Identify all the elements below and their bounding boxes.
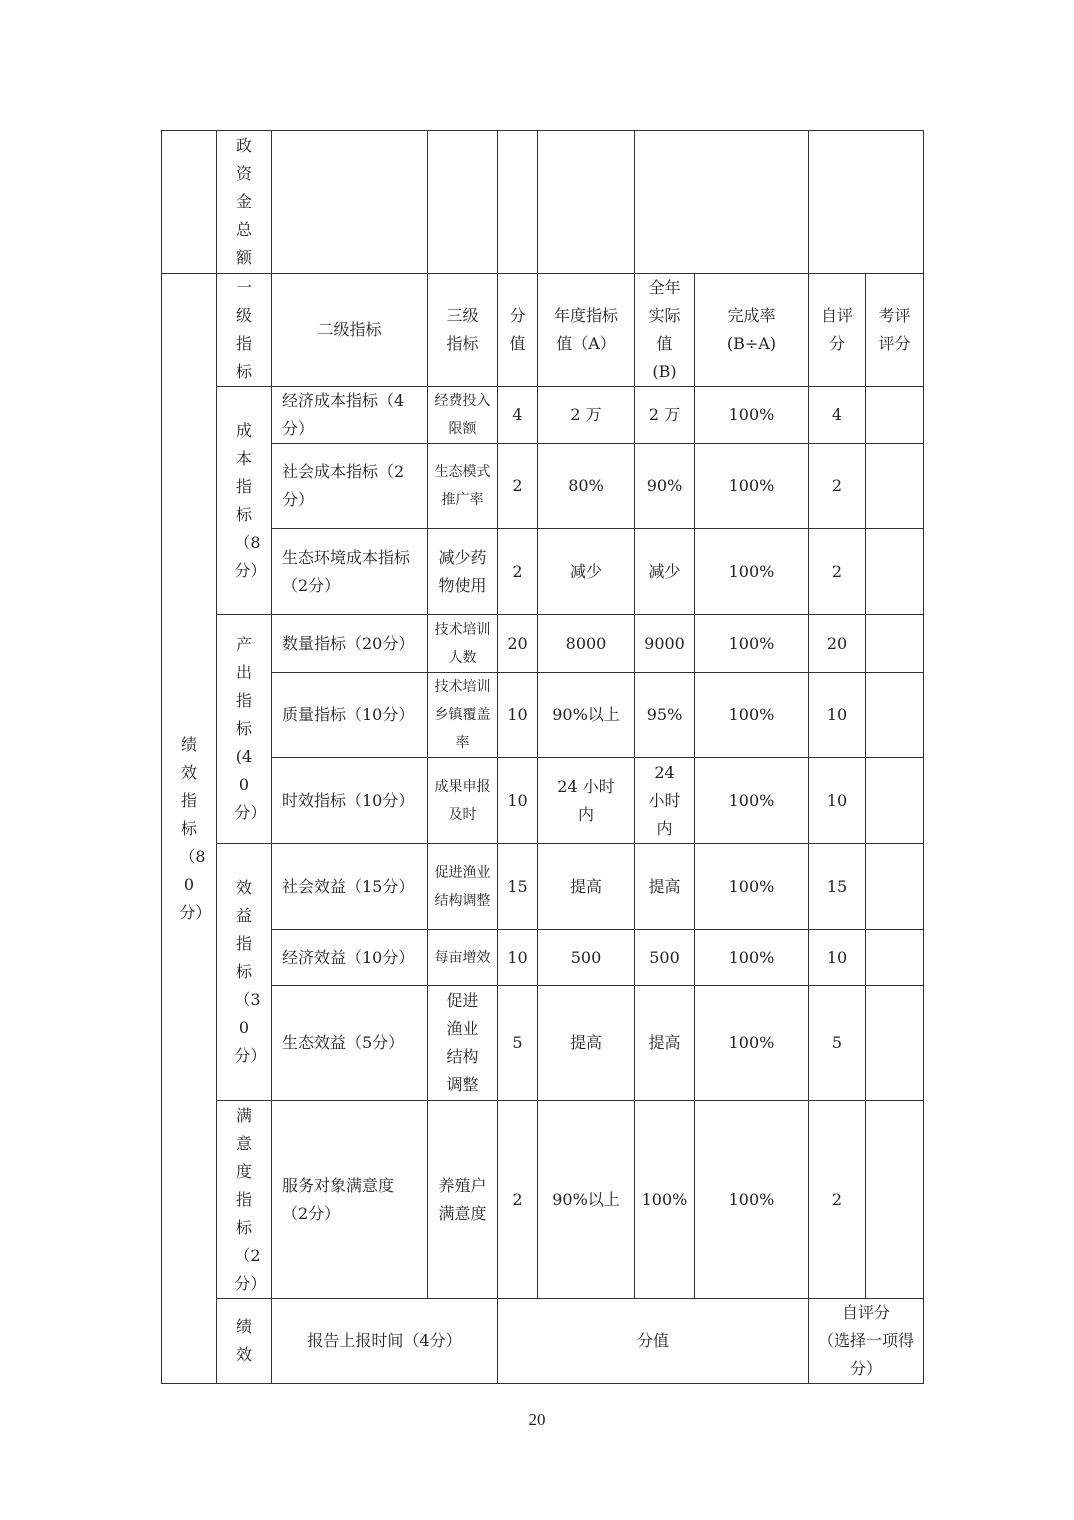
table-row: 质量指标（10分） 技术培训乡镇覆盖率 10 90%以上 95% 100% 10 <box>162 673 924 758</box>
output-indicator-label: 产出指标(40分） <box>217 615 272 844</box>
header-actual: 全年实际值(B) <box>635 274 695 387</box>
funds-total-row <box>162 131 924 274</box>
header-self-score: 自评分 <box>809 274 866 387</box>
table-row: 经济效益（10分） 每亩增效 10 500 500 100% 10 <box>162 930 924 986</box>
header-review-score: 考评评分 <box>866 274 924 387</box>
table-row: 生态效益（5分） 促进渔业结构调整 5 提高 提高 100% 5 <box>162 986 924 1101</box>
header-score: 分值 <box>498 274 538 387</box>
page-number: 20 <box>528 1410 546 1429</box>
table-row: 生态环境成本指标（2分） 减少药物使用 2 减少 减少 100% 2 <box>162 529 924 615</box>
satisfaction-indicator-label: 满意度指标（2分） <box>217 1101 272 1299</box>
table-row: 时效指标（10分） 成果申报及时 10 24 小时内 24 小时内 100% 10 <box>162 758 924 844</box>
empty-cell <box>162 131 217 274</box>
header-level3: 三级指标 <box>428 274 498 387</box>
table-row: 满意度指标（2分） 服务对象满意度（2分） 养殖户满意度 2 90%以上 100% 100% 2 <box>162 1101 924 1299</box>
table-row: 成本指标（8分） 经济成本指标（4分） 经费投入限额 4 2 万 2 万 100% 4 <box>162 387 924 444</box>
funds-total-label: 政资金总额 <box>217 131 272 274</box>
cost-indicator-label: 成本指标（8分） <box>217 387 272 615</box>
table-row: 产出指标(40分） 数量指标（20分） 技术培训人数 20 8000 9000 100% 20 <box>162 615 924 673</box>
table-row: 社会成本指标（2分） 生态模式推广率 2 80% 90% 100% 2 <box>162 444 924 529</box>
perf-indicator-label: 绩效指标（80分） <box>162 274 217 1384</box>
header-target: 年度指标值（A） <box>538 274 635 387</box>
header-rate: 完成率(B÷A) <box>695 274 809 387</box>
benefit-indicator-label: 效益指标（30分） <box>217 844 272 1101</box>
header-level1: 一级指标 <box>217 274 272 387</box>
header-level2: 二级指标 <box>272 274 428 387</box>
performance-table <box>161 130 924 1384</box>
header-row <box>162 274 924 387</box>
footer-row: 绩效 报告上报时间（4分） 分值 自评分 （选择一项得分） <box>162 1299 924 1384</box>
table-row: 效益指标（30分） 社会效益（15分） 促进渔业结构调整 15 提高 提高 100% 15 <box>162 844 924 930</box>
